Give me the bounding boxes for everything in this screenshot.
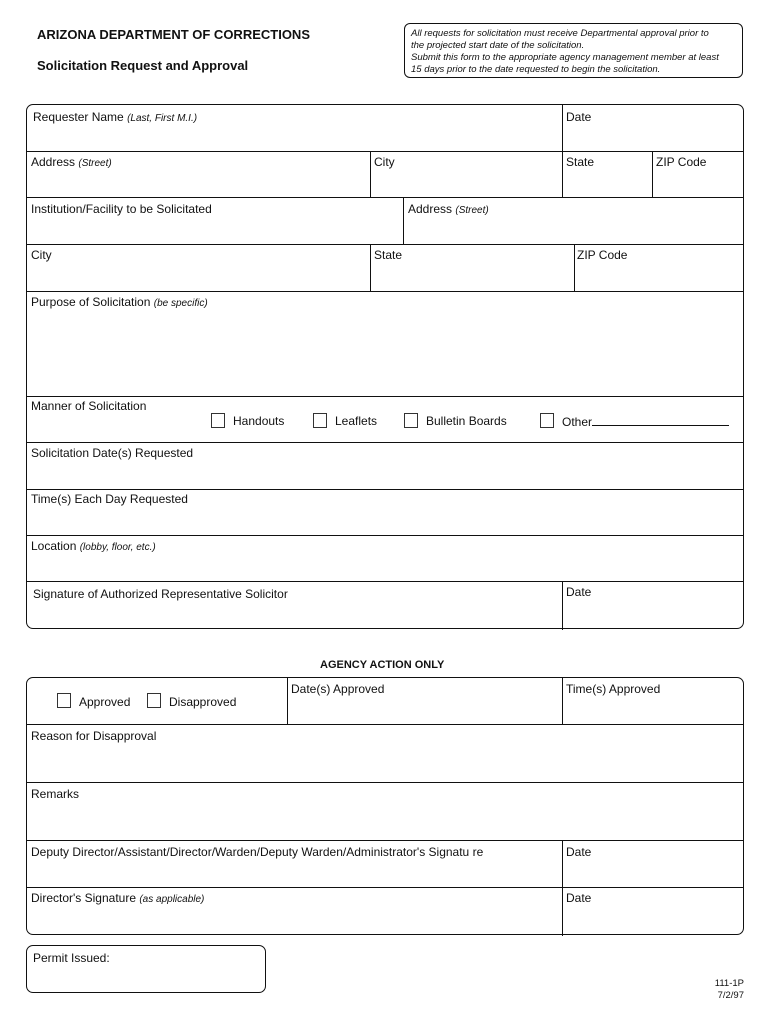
dates-requested-label: Solicitation Date(s) Requested (31, 446, 194, 460)
bulletin-boards-label: Bulletin Boards (426, 414, 507, 428)
col-divider (574, 244, 575, 291)
zip-label: ZIP Code (656, 155, 707, 169)
leaflets-label: Leaflets (335, 414, 378, 428)
address-hint: (Street) (78, 158, 112, 169)
deputy-date-field[interactable] (566, 845, 591, 859)
director-signature-label: Director's Signature (31, 891, 136, 905)
state-field[interactable] (566, 155, 594, 169)
col-divider (562, 151, 563, 197)
reason-label: Reason for Disapproval (31, 729, 157, 743)
institution-zip-label: ZIP Code (577, 248, 628, 262)
institution-label: Institution/Facility to be Solicitated (31, 202, 212, 216)
remarks-label: Remarks (31, 787, 80, 801)
approved-label: Approved (79, 695, 131, 709)
col-divider (562, 840, 563, 936)
zip-field[interactable] (656, 155, 706, 169)
reason-field[interactable] (31, 729, 156, 743)
row-divider (27, 782, 743, 783)
notice-line: 15 days prior to the date requested to begin the solicitation. (411, 64, 661, 75)
times-requested-field[interactable] (31, 492, 188, 506)
location-label: Location (31, 539, 77, 553)
col-divider (652, 151, 653, 197)
purpose-hint: (be specific) (153, 298, 208, 309)
institution-city-field[interactable] (31, 248, 52, 262)
institution-address-field[interactable] (408, 202, 489, 216)
row-divider (27, 840, 743, 841)
notice-line: All requests for solicitation must receive Departmental approval prior to (411, 28, 709, 39)
other-line[interactable] (592, 414, 729, 426)
notice-box (404, 23, 743, 78)
row-divider (27, 396, 743, 397)
dates-approved-label: Date(s) Approved (291, 682, 385, 696)
row-divider (27, 581, 743, 582)
director-signature-field[interactable] (31, 891, 204, 905)
institution-city-label: City (31, 248, 52, 262)
city-label: City (374, 155, 395, 169)
handouts-checkbox[interactable] (211, 413, 225, 428)
col-divider (370, 151, 371, 197)
signature-date-label: Date (566, 585, 592, 599)
col-divider (562, 678, 563, 724)
row-divider (27, 535, 743, 536)
deputy-signature-field[interactable] (31, 845, 483, 859)
handouts-label: Handouts (233, 414, 285, 428)
director-date-field[interactable] (566, 891, 591, 905)
other-label: Other (562, 415, 593, 429)
address-label: Address (31, 155, 76, 169)
solicitor-signature-field[interactable] (33, 587, 288, 601)
deputy-date-label: Date (566, 845, 592, 859)
address-field[interactable] (31, 155, 112, 169)
leaflets-checkbox[interactable] (313, 413, 327, 428)
institution-field[interactable] (31, 202, 212, 216)
times-approved-label: Time(s) Approved (566, 682, 661, 696)
dates-approved-field[interactable] (291, 682, 384, 696)
agency-heading: AGENCY ACTION ONLY (320, 659, 445, 671)
purpose-label: Purpose of Solicitation (31, 295, 151, 309)
times-approved-field[interactable] (566, 682, 660, 696)
row-divider (27, 724, 743, 725)
institution-zip-field[interactable] (577, 248, 627, 262)
department-name: ARIZONA DEPARTMENT OF CORRECTIONS (37, 27, 310, 42)
location-field[interactable] (31, 539, 156, 553)
city-field[interactable] (374, 155, 395, 169)
form-revision: 7/2/97 (717, 990, 744, 1001)
row-divider (27, 244, 743, 245)
director-signature-hint: (as applicable) (139, 894, 205, 905)
requester-name-label: Requester Name (33, 110, 124, 124)
manner-label: Manner of Solicitation (31, 399, 147, 413)
dates-requested-field[interactable] (31, 446, 193, 460)
row-divider (27, 291, 743, 292)
remarks-field[interactable] (31, 787, 79, 801)
state-label: State (566, 155, 595, 169)
form-title: Solicitation Request and Approval (37, 58, 249, 73)
col-divider (287, 678, 288, 724)
notice-line: Submit this form to the appropriate agency management member at least (411, 52, 719, 63)
solicitor-signature-label: Signature of Authorized Representative Solicitor (33, 587, 288, 601)
signature-date-field[interactable] (566, 585, 591, 599)
purpose-field[interactable] (31, 295, 208, 309)
disapproved-checkbox[interactable] (147, 693, 161, 708)
row-divider (27, 151, 743, 152)
row-divider (27, 442, 743, 443)
permit-label: Permit Issued: (33, 951, 110, 965)
notice-line: the projected start date of the solicitation. (411, 40, 585, 51)
col-divider (403, 197, 404, 244)
row-divider (27, 489, 743, 490)
other-option (562, 414, 729, 429)
other-checkbox[interactable] (540, 413, 554, 428)
location-hint: (lobby, floor, etc.) (79, 542, 156, 553)
requester-name-hint: (Last, First M.I.) (127, 113, 198, 124)
institution-state-label: State (374, 248, 403, 262)
col-divider (370, 244, 371, 291)
institution-address-label: Address (408, 202, 453, 216)
request-date-label: Date (566, 110, 592, 124)
form-number: 111-1P (714, 978, 744, 989)
requester-name-field[interactable] (33, 110, 197, 124)
bulletin-boards-checkbox[interactable] (404, 413, 418, 428)
request-date-field[interactable] (566, 110, 591, 124)
approved-checkbox[interactable] (57, 693, 71, 708)
times-requested-label: Time(s) Each Day Requested (31, 492, 188, 506)
institution-address-hint: (Street) (455, 205, 489, 216)
institution-state-field[interactable] (374, 248, 402, 262)
deputy-signature-label: Deputy Director/Assistant/Director/Warden/Deputy Warden/Administrator's Signatu re (31, 845, 484, 859)
row-divider (27, 197, 743, 198)
col-divider (562, 105, 563, 151)
disapproved-label: Disapproved (169, 695, 237, 709)
row-divider (27, 887, 743, 888)
director-date-label: Date (566, 891, 592, 905)
col-divider (562, 581, 563, 630)
